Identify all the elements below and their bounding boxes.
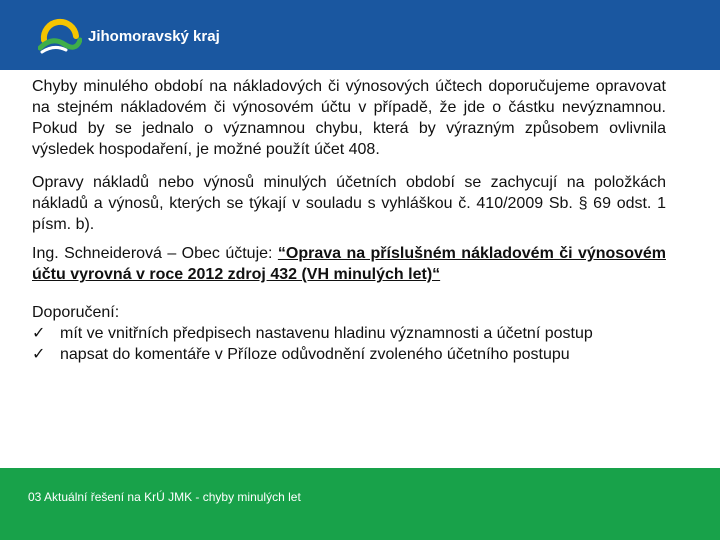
recommendation-text: napsat do komentáře v Příloze odůvodnění zvoleného účetního postupu [60,346,570,363]
checkmark-icon: ✓ [32,325,46,342]
footer-title: 03 Aktuální řešení na KrÚ JMK - chyby minulých let [28,490,301,504]
footer-bar [0,468,720,540]
quote-text: “Oprava na příslušném nákladovém či výnosovém účtu vyrovná v roce 2012 zdroj 432 (VH minulých let)“ [32,245,666,283]
brand-name: Jihomoravský kraj [88,28,220,45]
recommendation-heading: Doporučení: [32,304,120,321]
recommendation-text: mít ve vnitřních předpisech nastavenu hladinu významnosti a účetní postup [60,325,593,342]
checkmark-icon: ✓ [32,346,46,363]
jmk-logo-icon [38,14,82,54]
slide-content [32,76,666,365]
header-bar [0,0,720,70]
list-item [32,344,666,365]
quote-author: Ing. Schneiderová – Obec účtuje: [32,245,278,262]
recommendation-list [32,323,666,365]
paragraph-corrections: Opravy nákladů nebo výnosů minulých účetních období se zachycují na položkách nákladů a výnosů, kterých se týkají v souladu s vyhláškou č. 410/2009 Sb. § 69 odst. 1 písm. b). [32,174,666,233]
list-item [32,323,666,344]
paragraph-minor-errors: Chyby minulého období na nákladových či výnosových účtech doporučujeme opravovat na stejném nákladovém či výnosovém účtu v případě, že jde o částku nevýznamnou. Pokud by se jednalo o významnou chybu, která by výrazným způsobem ovlivnila výsledek hospodaření, je možné použít účet 408. [32,78,666,158]
paragraph-quote [32,243,666,285]
